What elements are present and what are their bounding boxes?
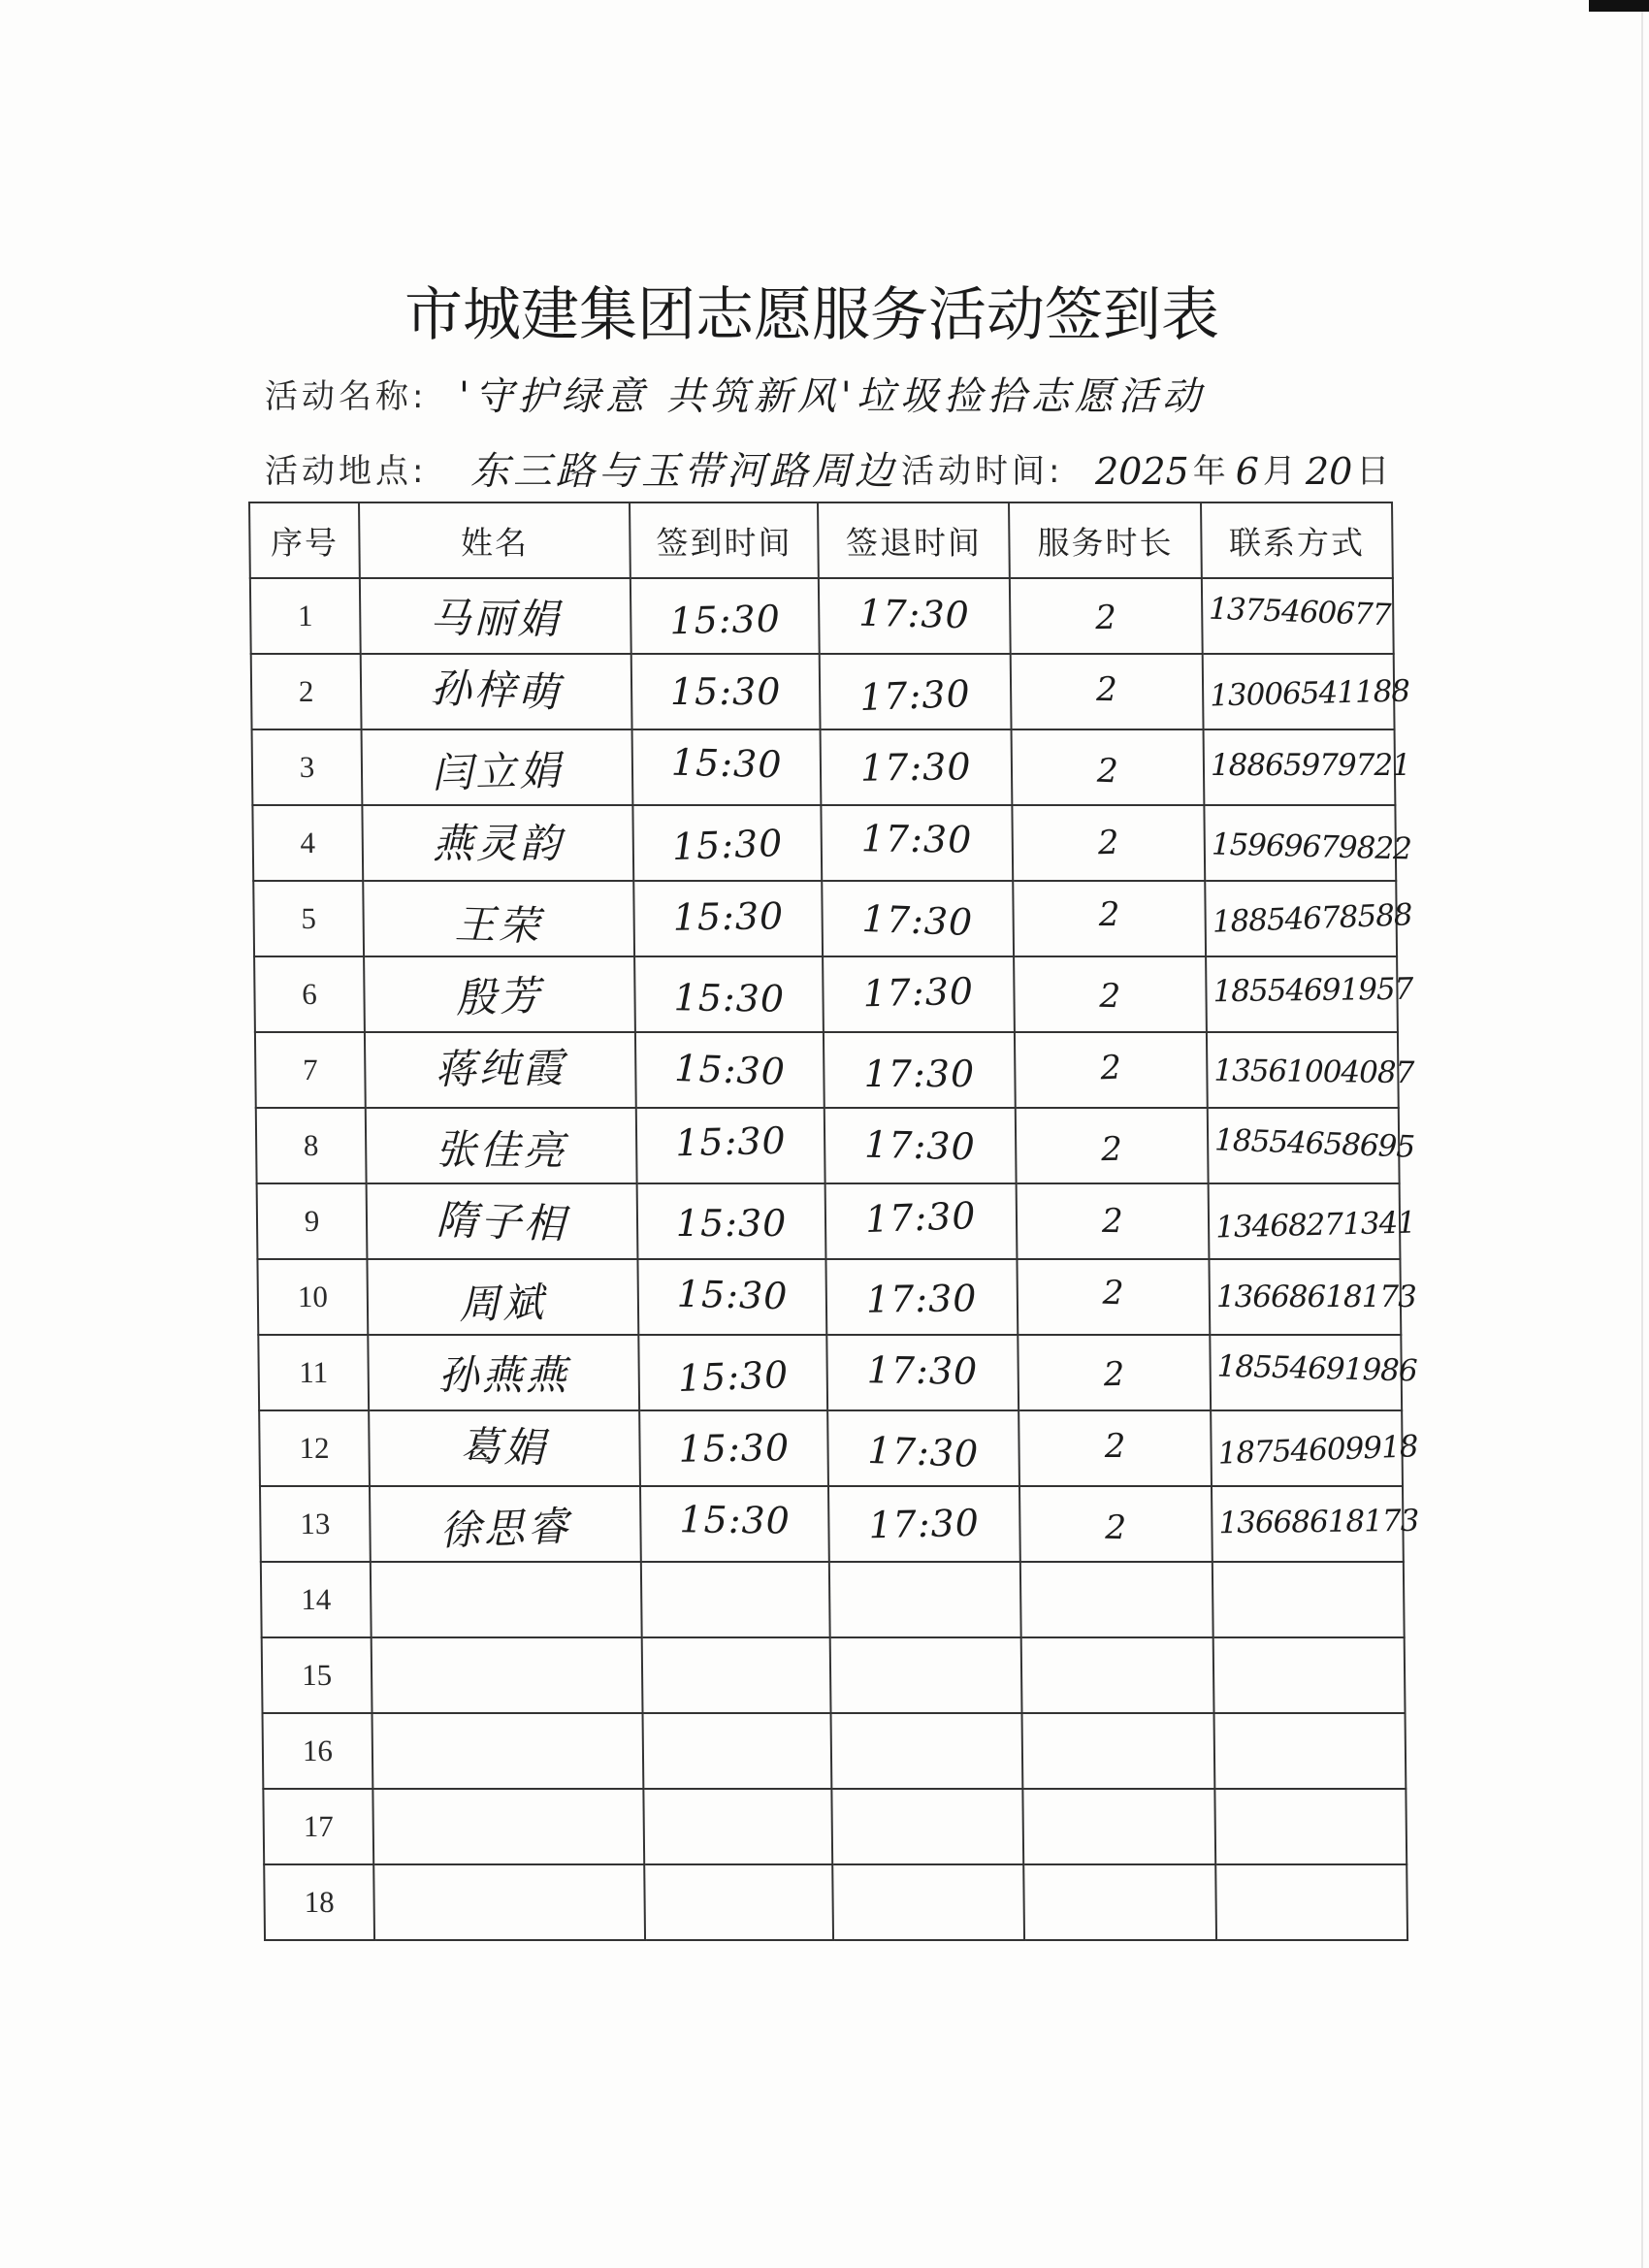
sign-in-table-body <box>250 578 1419 1940</box>
header-sign-in-time: 签到时间 <box>630 502 819 578</box>
service-hours: 2 <box>1099 976 1121 1017</box>
row-number: 2 <box>298 674 314 708</box>
phone-number: 13668618173 <box>1215 1280 1417 1314</box>
row-number: 6 <box>302 977 317 1011</box>
sign-in-time: 15:30 <box>670 740 783 787</box>
time-label: 活动时间: <box>901 452 1064 492</box>
volunteer-name: 孙燕燕 <box>437 1351 570 1399</box>
row-number-cell <box>253 881 364 956</box>
service-hours-cell <box>1018 1335 1211 1410</box>
row-number-cell <box>251 654 362 729</box>
sign-in-time-cell <box>643 1713 832 1789</box>
sign-out-time-cell <box>821 729 1013 805</box>
table-header <box>249 502 1393 578</box>
phone-number-cell <box>1209 1259 1417 1335</box>
phone-number-cell <box>1214 1713 1406 1789</box>
service-hours: 2 <box>1098 895 1120 934</box>
volunteer-name-cell <box>368 1335 639 1410</box>
phone-number: 1375460677 <box>1208 591 1391 633</box>
table-row <box>263 1789 1406 1864</box>
table-row <box>261 1562 1405 1637</box>
table-row <box>257 1183 1401 1259</box>
row-number: 12 <box>299 1431 330 1465</box>
volunteer-name: 马丽娟 <box>430 594 562 643</box>
service-hours-cell <box>1015 1032 1208 1108</box>
phone-number-cell <box>1209 1183 1416 1259</box>
activity-name-label: 活动名称: <box>265 377 428 417</box>
date-month-unit: 月 <box>1262 452 1296 492</box>
sign-in-time: 15:30 <box>668 597 782 643</box>
row-number-cell <box>250 578 361 654</box>
sign-in-time-cell <box>637 1259 826 1335</box>
phone-number-cell <box>1205 881 1413 956</box>
volunteer-name-cell <box>364 956 635 1032</box>
service-hours: 2 <box>1104 1427 1126 1466</box>
activity-name-handwritten: '守护绿意 共筑新风'垃圾捡拾志愿活动 <box>459 374 1206 420</box>
phone-number-cell <box>1215 1864 1407 1940</box>
sign-out-time-cell <box>824 1032 1016 1108</box>
row-number-cell <box>254 956 365 1032</box>
phone-number: 18554691986 <box>1216 1348 1417 1389</box>
volunteer-name-cell <box>371 1562 642 1637</box>
row-number-cell <box>263 1713 373 1789</box>
sign-in-time: 15:30 <box>676 1272 789 1318</box>
sign-out-time-cell <box>827 1410 1019 1486</box>
phone-number-cell <box>1203 654 1410 729</box>
header-service-hours: 服务时长 <box>1009 502 1202 578</box>
phone-number-cell <box>1206 956 1413 1032</box>
volunteer-name-cell <box>373 1864 645 1940</box>
service-hours-cell <box>1012 805 1205 881</box>
sign-out-time-cell <box>825 1183 1018 1259</box>
row-number: 5 <box>301 901 317 935</box>
phone-number: 15969679822 <box>1211 826 1412 867</box>
volunteer-name: 葛娟 <box>460 1421 549 1473</box>
volunteer-name-cell <box>366 1108 637 1183</box>
sign-in-table <box>248 502 1419 1941</box>
row-number-cell <box>257 1183 368 1259</box>
sign-in-time-cell <box>636 1108 825 1183</box>
sign-out-time-cell <box>829 1562 1021 1637</box>
phone-number: 18554691957 <box>1212 971 1413 1010</box>
service-hours-cell <box>1018 1410 1212 1486</box>
volunteer-name-cell <box>369 1410 640 1486</box>
service-hours: 2 <box>1105 1507 1127 1548</box>
sign-in-time-cell <box>642 1637 831 1713</box>
sign-out-time: 17:30 <box>860 817 973 861</box>
phone-number: 18854678588 <box>1211 897 1413 940</box>
sign-in-sheet <box>248 502 1419 1941</box>
service-hours-cell <box>1012 729 1205 805</box>
row-number-cell <box>256 1108 367 1183</box>
row-number-cell <box>264 1864 374 1940</box>
sign-in-time-cell <box>632 729 822 805</box>
sign-in-time: 15:30 <box>673 976 785 1021</box>
service-hours-cell <box>1010 578 1203 654</box>
sign-out-time: 17:30 <box>866 1348 979 1393</box>
table-row <box>258 1335 1402 1410</box>
sign-out-time: 17:30 <box>864 1122 977 1169</box>
sign-in-time-cell <box>637 1183 826 1259</box>
row-number-cell <box>255 1032 366 1108</box>
sign-out-time-cell <box>825 1259 1018 1335</box>
table-row <box>256 1108 1400 1183</box>
volunteer-name-cell <box>372 1637 643 1713</box>
row-number: 7 <box>302 1053 318 1086</box>
service-hours: 2 <box>1103 1354 1126 1395</box>
sign-out-time: 17:30 <box>861 896 974 945</box>
service-hours-cell <box>1014 956 1207 1032</box>
service-hours-cell <box>1021 1637 1214 1713</box>
service-hours: 2 <box>1095 598 1117 638</box>
table-row <box>259 1410 1403 1486</box>
row-number: 8 <box>303 1128 319 1162</box>
sign-in-time-cell <box>632 805 822 881</box>
table-row <box>260 1486 1404 1562</box>
sign-in-time: 15:30 <box>671 894 785 939</box>
sign-in-time-cell <box>630 578 820 654</box>
service-hours-cell <box>1019 1486 1212 1562</box>
sign-in-time-cell <box>631 654 821 729</box>
volunteer-name: 闫立娟 <box>431 746 564 797</box>
phone-number-cell <box>1204 729 1411 805</box>
scan-edge <box>1589 0 1649 12</box>
row-number-cell <box>259 1410 370 1486</box>
row-number-cell <box>263 1789 373 1864</box>
row-number-cell <box>252 805 363 881</box>
volunteer-name-cell <box>372 1789 644 1864</box>
sign-out-time-cell <box>823 956 1015 1032</box>
header-number: 序号 <box>249 502 360 578</box>
phone-number-cell <box>1207 1032 1414 1108</box>
volunteer-name-cell <box>367 1183 638 1259</box>
row-number: 4 <box>300 826 316 859</box>
service-hours-cell <box>1016 1108 1209 1183</box>
volunteer-name-cell <box>362 729 633 805</box>
sign-in-time-cell <box>633 881 823 956</box>
phone-number: 13668618173 <box>1217 1503 1419 1541</box>
phone-number-cell <box>1204 805 1412 881</box>
scan-edge-shadow <box>1641 12 1643 2268</box>
sign-in-time: 15:30 <box>676 1352 790 1401</box>
phone-number: 13468271341 <box>1214 1205 1416 1246</box>
date-year-unit: 年 <box>1192 452 1226 492</box>
phone-number-cell <box>1202 578 1394 654</box>
sign-out-time: 17:30 <box>858 591 971 637</box>
phone-number-cell <box>1212 1486 1419 1562</box>
service-hours: 2 <box>1096 669 1117 710</box>
sign-out-time-cell <box>824 1108 1017 1183</box>
sign-in-time: 15:30 <box>670 821 785 869</box>
table-row <box>252 805 1396 881</box>
sign-out-time-cell <box>828 1486 1020 1562</box>
row-number: 9 <box>304 1204 320 1238</box>
sign-out-time: 17:30 <box>865 1277 979 1321</box>
document-title: 市城建集团志愿服务活动签到表 <box>404 281 1219 349</box>
sign-out-time-cell <box>822 881 1014 956</box>
service-hours-cell <box>1023 1864 1216 1940</box>
row-number-cell <box>252 729 363 805</box>
phone-number: 18865979721 <box>1210 748 1411 783</box>
header-name: 姓名 <box>359 502 630 578</box>
activity-name-line <box>265 373 1206 421</box>
sign-in-time: 15:30 <box>677 1426 791 1471</box>
sign-in-time-cell <box>639 1410 828 1486</box>
sign-in-time-cell <box>634 956 824 1032</box>
sign-out-time: 17:30 <box>859 745 973 790</box>
phone-number-cell <box>1212 1562 1405 1637</box>
header-row <box>249 502 1393 578</box>
volunteer-name-cell <box>370 1486 641 1562</box>
service-hours: 2 <box>1100 1129 1123 1170</box>
sign-in-time: 15:30 <box>669 670 782 713</box>
sign-in-time: 15:30 <box>674 1118 788 1165</box>
row-number: 3 <box>299 750 315 784</box>
service-hours-cell <box>1022 1713 1215 1789</box>
row-number-cell <box>257 1259 368 1335</box>
volunteer-name: 周斌 <box>458 1278 548 1329</box>
sign-out-time-cell <box>821 805 1013 881</box>
location-handwritten: 东三路与玉带河路周边 <box>470 449 897 495</box>
phone-number-cell <box>1213 1637 1406 1713</box>
volunteer-name-cell <box>362 805 633 881</box>
row-number: 13 <box>300 1507 331 1540</box>
volunteer-name-cell <box>361 654 632 729</box>
volunteer-name: 孙梓萌 <box>430 664 563 717</box>
service-hours-cell <box>1017 1183 1210 1259</box>
table-row <box>257 1259 1401 1335</box>
table-row <box>262 1637 1406 1713</box>
table-row <box>253 881 1397 956</box>
row-number: 16 <box>302 1733 334 1767</box>
phone-number: 13006541188 <box>1209 673 1410 714</box>
row-number-cell <box>260 1486 371 1562</box>
sign-out-time: 17:30 <box>858 671 972 720</box>
sign-in-time-cell <box>643 1789 832 1864</box>
table-row <box>255 1032 1399 1108</box>
row-number: 17 <box>303 1809 334 1843</box>
table-row <box>254 956 1398 1032</box>
table-row <box>251 654 1395 729</box>
sign-out-time: 17:30 <box>867 1501 981 1547</box>
volunteer-name-cell <box>367 1259 638 1335</box>
phone-number: 18754609918 <box>1216 1429 1419 1472</box>
volunteer-name-cell <box>360 578 631 654</box>
date-month: 6 <box>1235 450 1259 494</box>
sign-out-time-cell <box>831 1713 1023 1789</box>
sign-in-time-cell <box>638 1335 827 1410</box>
sign-in-time: 15:30 <box>675 1202 788 1245</box>
row-number-cell <box>261 1562 372 1637</box>
service-hours: 2 <box>1102 1273 1125 1313</box>
phone-number-cell <box>1208 1108 1415 1183</box>
sign-out-time-cell <box>819 578 1011 654</box>
sign-out-time: 17:30 <box>867 1428 980 1476</box>
row-number: 11 <box>299 1355 329 1389</box>
row-number: 18 <box>304 1885 335 1919</box>
date-day: 20 <box>1305 450 1353 494</box>
header-contact: 联系方式 <box>1201 502 1393 578</box>
sign-out-time: 17:30 <box>864 1193 978 1242</box>
volunteer-name: 隋子相 <box>436 1195 568 1248</box>
activity-place-time-line <box>265 447 1399 496</box>
volunteer-name-cell <box>363 881 634 956</box>
sign-in-time-cell <box>641 1562 830 1637</box>
service-hours-cell <box>1013 881 1206 956</box>
row-number: 15 <box>301 1658 333 1692</box>
row-number: 1 <box>297 599 313 632</box>
location-label: 活动地点: <box>265 452 428 492</box>
row-number-cell <box>258 1335 369 1410</box>
volunteer-name: 王荣 <box>454 899 543 951</box>
phone-number-cell <box>1211 1410 1419 1486</box>
sign-in-time: 15:30 <box>673 1046 787 1094</box>
phone-number-cell <box>1214 1789 1406 1864</box>
sign-out-time-cell <box>820 654 1012 729</box>
sign-out-time-cell <box>830 1637 1022 1713</box>
service-hours-cell <box>1020 1562 1213 1637</box>
sign-out-time-cell <box>831 1789 1023 1864</box>
service-hours-cell <box>1017 1259 1210 1335</box>
service-hours-cell <box>1011 654 1204 729</box>
phone-number: 13561004087 <box>1213 1053 1414 1091</box>
sign-in-time: 15:30 <box>679 1498 791 1542</box>
row-number: 14 <box>301 1582 332 1616</box>
date-year: 2025 <box>1095 450 1189 494</box>
sign-in-time-cell <box>644 1864 833 1940</box>
volunteer-name: 徐思睿 <box>438 1502 572 1555</box>
volunteer-name: 燕灵韵 <box>432 820 565 867</box>
volunteer-name: 蒋纯霞 <box>434 1044 566 1093</box>
table-row <box>250 578 1394 654</box>
date-day-unit: 日 <box>1356 452 1390 492</box>
table-row <box>264 1864 1407 1940</box>
service-hours: 2 <box>1097 823 1120 863</box>
sign-out-time-cell <box>832 1864 1024 1940</box>
volunteer-name-cell <box>365 1032 636 1108</box>
row-number-cell <box>262 1637 372 1713</box>
table-row <box>252 729 1396 805</box>
volunteer-name-cell <box>372 1713 644 1789</box>
row-number: 10 <box>297 1280 329 1313</box>
volunteer-name: 张佳亮 <box>436 1125 567 1175</box>
service-hours: 2 <box>1102 1201 1123 1242</box>
service-hours: 2 <box>1096 751 1119 792</box>
volunteer-name: 殷芳 <box>454 971 545 1022</box>
phone-number: 18554658695 <box>1213 1122 1415 1165</box>
table-row <box>263 1713 1406 1789</box>
sign-in-time-cell <box>635 1032 824 1108</box>
phone-number-cell <box>1210 1335 1417 1410</box>
service-hours-cell <box>1022 1789 1215 1864</box>
header-sign-out-time: 签退时间 <box>818 502 1010 578</box>
service-hours: 2 <box>1099 1048 1123 1088</box>
sign-out-time-cell <box>826 1335 1018 1410</box>
sign-out-time: 17:30 <box>861 969 975 1016</box>
sign-out-time: 17:30 <box>863 1053 976 1095</box>
sign-in-time-cell <box>640 1486 829 1562</box>
